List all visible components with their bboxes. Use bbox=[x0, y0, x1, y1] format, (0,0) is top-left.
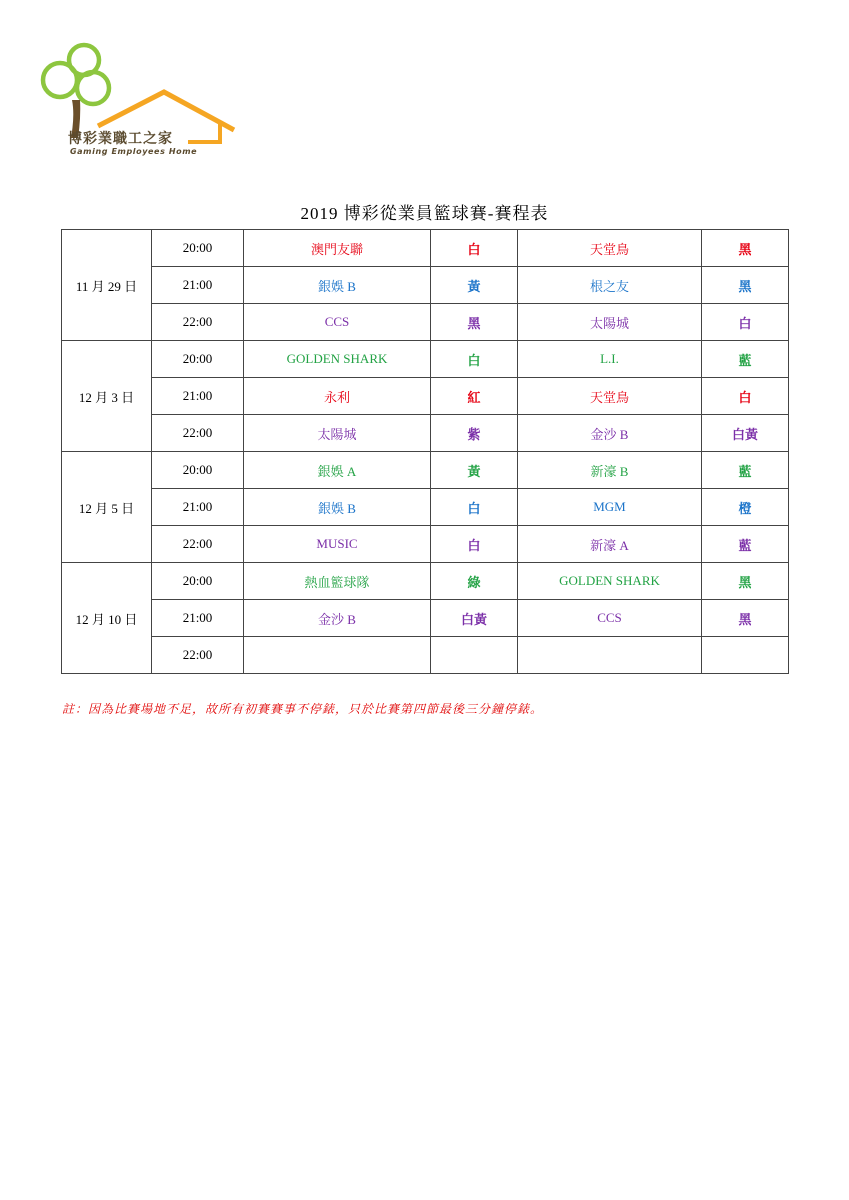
home-team-cell: 熱血籃球隊 bbox=[244, 563, 431, 600]
away-jersey-color-cell: 白 bbox=[702, 378, 789, 415]
logo bbox=[38, 40, 243, 165]
home-team-cell: 銀娛 A bbox=[244, 452, 431, 489]
home-jersey-color-cell: 綠 bbox=[431, 563, 518, 600]
away-jersey-color-cell: 藍 bbox=[702, 452, 789, 489]
home-jersey-color-cell: 黃 bbox=[431, 267, 518, 304]
home-jersey-color-cell: 黃 bbox=[431, 452, 518, 489]
home-jersey-color-cell: 白 bbox=[431, 341, 518, 378]
time-cell: 22:00 bbox=[152, 526, 244, 563]
time-cell: 22:00 bbox=[152, 637, 244, 674]
home-jersey-color-cell: 白黃 bbox=[431, 600, 518, 637]
time-cell: 21:00 bbox=[152, 489, 244, 526]
away-team-cell: 新濠 B bbox=[518, 452, 702, 489]
time-cell: 20:00 bbox=[152, 563, 244, 600]
table-row bbox=[62, 267, 789, 304]
away-team-cell: GOLDEN SHARK bbox=[518, 563, 702, 600]
away-team-cell: 太陽城 bbox=[518, 304, 702, 341]
away-team-cell: 天堂鳥 bbox=[518, 378, 702, 415]
time-cell: 22:00 bbox=[152, 304, 244, 341]
time-cell: 20:00 bbox=[152, 452, 244, 489]
away-jersey-color-cell bbox=[702, 637, 789, 674]
date-cell: 12 月 5 日 bbox=[62, 452, 152, 563]
home-team-cell: 金沙 B bbox=[244, 600, 431, 637]
page-title: 2019 博彩從業員籃球賽-賽程表 bbox=[300, 204, 549, 223]
home-team-cell: 銀娛 B bbox=[244, 489, 431, 526]
home-jersey-color-cell: 紫 bbox=[431, 415, 518, 452]
table-row bbox=[62, 489, 789, 526]
time-cell: 21:00 bbox=[152, 267, 244, 304]
schedule-table bbox=[61, 229, 789, 674]
home-jersey-color-cell: 黑 bbox=[431, 304, 518, 341]
time-cell: 22:00 bbox=[152, 415, 244, 452]
time-cell: 20:00 bbox=[152, 341, 244, 378]
table-row bbox=[62, 230, 789, 267]
table-row bbox=[62, 526, 789, 563]
away-jersey-color-cell: 黑 bbox=[702, 563, 789, 600]
time-cell: 21:00 bbox=[152, 600, 244, 637]
home-jersey-color-cell: 白 bbox=[431, 526, 518, 563]
away-team-cell: L.I. bbox=[518, 341, 702, 378]
away-team-cell: 新濠 A bbox=[518, 526, 702, 563]
home-team-cell: GOLDEN SHARK bbox=[244, 341, 431, 378]
table-row bbox=[62, 378, 789, 415]
home-team-cell: CCS bbox=[244, 304, 431, 341]
away-team-cell: 天堂鳥 bbox=[518, 230, 702, 267]
home-team-cell: 永利 bbox=[244, 378, 431, 415]
away-team-cell: CCS bbox=[518, 600, 702, 637]
table-row bbox=[62, 341, 789, 378]
away-team-cell: MGM bbox=[518, 489, 702, 526]
home-jersey-color-cell bbox=[431, 637, 518, 674]
away-jersey-color-cell: 黑 bbox=[702, 267, 789, 304]
away-team-cell: 根之友 bbox=[518, 267, 702, 304]
time-cell: 20:00 bbox=[152, 230, 244, 267]
away-jersey-color-cell: 藍 bbox=[702, 526, 789, 563]
away-jersey-color-cell: 黑 bbox=[702, 600, 789, 637]
date-cell: 12 月 3 日 bbox=[62, 341, 152, 452]
away-team-cell: 金沙 B bbox=[518, 415, 702, 452]
table-row bbox=[62, 452, 789, 489]
logo-chinese-text: 博彩業職工之家 bbox=[68, 131, 173, 147]
home-team-cell: 太陽城 bbox=[244, 415, 431, 452]
away-jersey-color-cell: 白 bbox=[702, 304, 789, 341]
home-jersey-color-cell: 白 bbox=[431, 230, 518, 267]
away-jersey-color-cell: 黑 bbox=[702, 230, 789, 267]
table-row bbox=[62, 563, 789, 600]
home-jersey-color-cell: 紅 bbox=[431, 378, 518, 415]
away-jersey-color-cell: 藍 bbox=[702, 341, 789, 378]
away-jersey-color-cell: 白黃 bbox=[702, 415, 789, 452]
home-team-cell: 銀娛 B bbox=[244, 267, 431, 304]
table-row bbox=[62, 600, 789, 637]
logo-english-text: Gaming Employees Home bbox=[70, 147, 198, 156]
home-team-cell: 澳門友聯 bbox=[244, 230, 431, 267]
date-cell: 12 月 10 日 bbox=[62, 563, 152, 674]
table-row bbox=[62, 304, 789, 341]
home-team-cell: MUSIC bbox=[244, 526, 431, 563]
date-cell: 11 月 29 日 bbox=[62, 230, 152, 341]
table-row bbox=[62, 415, 789, 452]
away-team-cell bbox=[518, 637, 702, 674]
time-cell: 21:00 bbox=[152, 378, 244, 415]
home-jersey-color-cell: 白 bbox=[431, 489, 518, 526]
footnote: 註：因為比賽場地不足，故所有初賽賽事不停錶，只於比賽第四節最後三分鐘停錶。 bbox=[62, 702, 544, 716]
away-jersey-color-cell: 橙 bbox=[702, 489, 789, 526]
home-team-cell bbox=[244, 637, 431, 674]
table-row bbox=[62, 637, 789, 674]
